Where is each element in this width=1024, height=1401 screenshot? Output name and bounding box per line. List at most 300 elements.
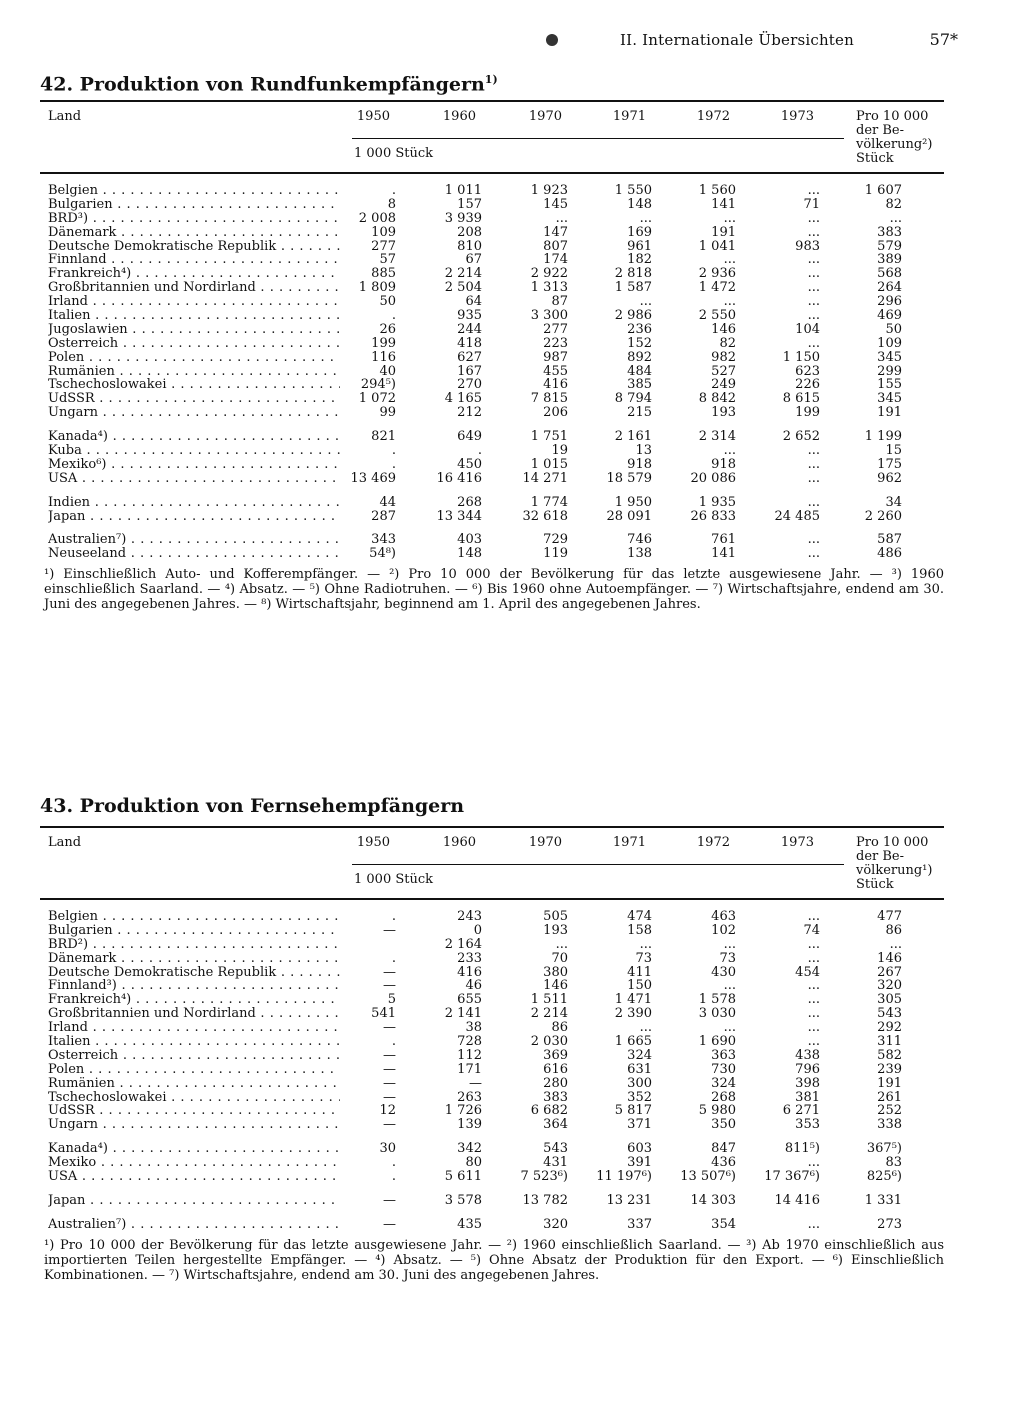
table-43-section bbox=[40, 792, 944, 1283]
production-value: 280 bbox=[543, 1075, 568, 1091]
table-42-title: 42. Produktion von Rundfunkempfängern$^{1)}$ bbox=[40, 73, 498, 96]
production-value: 13 344 bbox=[436, 508, 482, 524]
production-value: 20 086 bbox=[690, 470, 736, 486]
table-row bbox=[40, 1021, 944, 1035]
table-row bbox=[40, 253, 944, 267]
per-capita-value: 261 bbox=[877, 1089, 902, 1105]
production-value: . bbox=[391, 308, 396, 324]
table-row bbox=[40, 267, 944, 281]
production-value: ... bbox=[807, 936, 820, 952]
production-value: 13 507⁶) bbox=[680, 1169, 736, 1185]
column-header-year: 1972 bbox=[696, 109, 730, 124]
production-value: 300 bbox=[627, 1075, 652, 1091]
production-value: 74 bbox=[803, 922, 820, 938]
production-value: ... bbox=[723, 978, 736, 994]
production-value: ... bbox=[639, 936, 652, 952]
table-row bbox=[40, 1194, 944, 1208]
production-value: 1 751 bbox=[530, 429, 568, 445]
production-value: 1 578 bbox=[698, 992, 736, 1008]
production-value: 30 bbox=[379, 1141, 396, 1157]
production-value: 182 bbox=[627, 252, 652, 268]
table-row bbox=[40, 1118, 944, 1132]
production-value: 64 bbox=[465, 294, 482, 310]
production-value: 2 141 bbox=[444, 1006, 482, 1022]
production-value: 167 bbox=[457, 363, 482, 379]
table-row bbox=[40, 378, 944, 392]
table-row bbox=[40, 1049, 944, 1063]
table-43-header bbox=[40, 828, 944, 898]
column-header-year: 1970 bbox=[528, 109, 562, 124]
production-value: 320 bbox=[543, 1216, 568, 1232]
country-name: Polen . . . bbox=[48, 351, 340, 365]
production-value: 139 bbox=[457, 1117, 482, 1133]
production-value: ... bbox=[807, 494, 820, 510]
column-header-year: 1971 bbox=[612, 109, 646, 124]
table-row bbox=[40, 240, 944, 254]
production-value: 169 bbox=[627, 224, 652, 240]
production-value: ... bbox=[807, 950, 820, 966]
production-value: 1 472 bbox=[698, 280, 736, 296]
production-value: 71 bbox=[803, 196, 820, 212]
production-value: 892 bbox=[627, 349, 652, 365]
country-name: Kuba . . . bbox=[48, 444, 340, 458]
production-value: 1 690 bbox=[698, 1034, 736, 1050]
production-value: 2 164 bbox=[444, 936, 482, 952]
production-value: 391 bbox=[627, 1155, 652, 1171]
production-value: 158 bbox=[627, 922, 652, 938]
country-name: Belgien . . . bbox=[48, 184, 340, 198]
production-value: 277 bbox=[371, 238, 396, 254]
production-value: 146 bbox=[711, 321, 736, 337]
country-name: Australien⁷) . . . bbox=[48, 533, 340, 547]
column-header-land: Land bbox=[48, 109, 82, 124]
country-name: Kanada⁴) . . . bbox=[48, 1142, 340, 1156]
production-value: ... bbox=[807, 470, 820, 486]
production-value: 12 bbox=[379, 1103, 396, 1119]
per-capita-value: 146 bbox=[877, 950, 902, 966]
production-value: 353 bbox=[795, 1117, 820, 1133]
table-row bbox=[40, 1063, 944, 1077]
production-value: — bbox=[383, 1020, 396, 1036]
production-value: 383 bbox=[543, 1089, 568, 1105]
production-value: 1 587 bbox=[614, 280, 652, 296]
table-row bbox=[40, 547, 944, 561]
table-42-header bbox=[40, 102, 944, 172]
production-value: 431 bbox=[543, 1155, 568, 1171]
production-value: 4 165 bbox=[444, 391, 482, 407]
production-value: 2 390 bbox=[614, 1006, 652, 1022]
production-value: 6 682 bbox=[530, 1103, 568, 1119]
production-value: 2 030 bbox=[530, 1034, 568, 1050]
production-value: 244 bbox=[457, 321, 482, 337]
production-value: 2 550 bbox=[698, 308, 736, 324]
production-value: 527 bbox=[711, 363, 736, 379]
production-value: 67 bbox=[465, 252, 482, 268]
production-value: 7 815 bbox=[530, 391, 568, 407]
production-value: 0 bbox=[473, 922, 482, 938]
production-value: 50 bbox=[379, 294, 396, 310]
per-capita-value: 1 199 bbox=[864, 429, 902, 445]
production-value: 505 bbox=[543, 909, 568, 924]
production-value: 277 bbox=[543, 321, 568, 337]
column-header-year: 1973 bbox=[780, 109, 814, 124]
production-value: 6 271 bbox=[782, 1103, 820, 1119]
country-name: Rumänien . . . bbox=[48, 365, 340, 379]
column-header-year: 1960 bbox=[442, 835, 476, 850]
table-43-footnotes: ¹) Pro 10 000 der Bevölkerung für das letzte ausgewiesene Jahr. — ²) 1960 einschließlich Saarland. — ³) Ab 1970 einschließlich aus importierten Teilen hergestellte Empfänger. — ⁴) Absatz. — ⁵) Ohne Absatz der Produktion für den Export. — ⁶) Einschließlich Kombinationen. — ⁷) Wirtschaftsjahre, endend am 30. Juni des angegebenen Jahres. bbox=[44, 1237, 944, 1283]
production-value: ... bbox=[723, 210, 736, 226]
table-row bbox=[40, 226, 944, 240]
unit-rule bbox=[352, 138, 844, 139]
per-capita-value: 568 bbox=[877, 266, 902, 282]
production-value: 2 652 bbox=[782, 429, 820, 445]
production-value: 18 579 bbox=[606, 470, 652, 486]
production-value: 294⁵) bbox=[360, 377, 396, 393]
country-name: Mexiko⁶) . . . bbox=[48, 458, 340, 472]
table-row bbox=[40, 1104, 944, 1118]
per-capita-value: 1 331 bbox=[864, 1192, 902, 1208]
table-row bbox=[40, 365, 944, 379]
production-value: 435 bbox=[457, 1216, 482, 1232]
per-capita-value: 383 bbox=[877, 224, 902, 240]
per-capita-value: 191 bbox=[877, 1075, 902, 1091]
country-name: Großbritannien und Nordirland . . . bbox=[48, 1007, 340, 1021]
production-value: . bbox=[391, 443, 396, 459]
production-value: 983 bbox=[795, 238, 820, 254]
production-value: 8 615 bbox=[782, 391, 820, 407]
per-capita-value: 296 bbox=[877, 294, 902, 310]
column-header-year: 1972 bbox=[696, 835, 730, 850]
country-name: Tschechoslowakei . . . bbox=[48, 1091, 340, 1105]
production-value: ... bbox=[555, 936, 568, 952]
table-row bbox=[40, 1091, 944, 1105]
production-value: 603 bbox=[627, 1141, 652, 1157]
table-row bbox=[40, 406, 944, 420]
per-capita-value: 579 bbox=[877, 238, 902, 254]
production-value: — bbox=[383, 1047, 396, 1063]
production-value: 141 bbox=[711, 196, 736, 212]
production-value: 249 bbox=[711, 377, 736, 393]
production-value: ... bbox=[807, 443, 820, 459]
table-row bbox=[40, 1142, 944, 1156]
production-value: 655 bbox=[457, 992, 482, 1008]
production-value: 268 bbox=[711, 1089, 736, 1105]
production-value: 961 bbox=[627, 238, 652, 254]
country-name: USA . . . bbox=[48, 472, 340, 486]
production-value: . bbox=[391, 909, 396, 924]
table-row bbox=[40, 184, 944, 198]
production-value: 450 bbox=[457, 456, 482, 472]
per-capita-value: 305 bbox=[877, 992, 902, 1008]
per-capita-value: 239 bbox=[877, 1061, 902, 1077]
production-value: ... bbox=[723, 294, 736, 310]
country-name: UdSSR . . . bbox=[48, 392, 340, 406]
production-value: 810 bbox=[457, 238, 482, 254]
production-value: 649 bbox=[457, 429, 482, 445]
page-number: 57* bbox=[929, 30, 958, 49]
production-value: 730 bbox=[711, 1061, 736, 1077]
per-capita-value: 469 bbox=[877, 308, 902, 324]
production-value: 8 842 bbox=[698, 391, 736, 407]
country-name: Rumänien . . . bbox=[48, 1077, 340, 1091]
per-capita-value: 175 bbox=[877, 456, 902, 472]
table-row bbox=[40, 1170, 944, 1184]
production-value: 369 bbox=[543, 1047, 568, 1063]
per-capita-value: 486 bbox=[877, 546, 902, 562]
production-value: 28 091 bbox=[606, 508, 652, 524]
per-capita-value: 389 bbox=[877, 252, 902, 268]
production-value: 2 214 bbox=[444, 266, 482, 282]
table-row bbox=[40, 938, 944, 952]
table-row bbox=[40, 952, 944, 966]
table-row bbox=[40, 1035, 944, 1049]
production-value: 343 bbox=[371, 532, 396, 548]
per-capita-value: 34 bbox=[885, 494, 902, 510]
column-header-year: 1970 bbox=[528, 835, 562, 850]
production-value: 99 bbox=[379, 405, 396, 421]
unit-label: 1 000 Stück bbox=[354, 872, 434, 887]
production-value: 935 bbox=[457, 308, 482, 324]
production-value: ... bbox=[807, 294, 820, 310]
production-value: 3 300 bbox=[530, 308, 568, 324]
production-value: 1 011 bbox=[444, 183, 482, 198]
country-name: Ungarn . . . bbox=[48, 1118, 340, 1132]
production-value: 1 313 bbox=[530, 280, 568, 296]
production-value: 541 bbox=[371, 1006, 396, 1022]
per-capita-value: 50 bbox=[885, 321, 902, 337]
country-name: Irland . . . bbox=[48, 295, 340, 309]
production-value: — bbox=[383, 1117, 396, 1133]
production-value: 3 578 bbox=[444, 1192, 482, 1208]
production-value: ... bbox=[639, 210, 652, 226]
country-name: Dänemark . . . bbox=[48, 226, 340, 240]
production-value: ... bbox=[807, 1006, 820, 1022]
production-value: 157 bbox=[457, 196, 482, 212]
column-header-per-capita: Pro 10 000 der Be- völkerung²) Stück bbox=[856, 109, 933, 166]
production-value: ... bbox=[723, 1020, 736, 1036]
production-value: 324 bbox=[627, 1047, 652, 1063]
production-value: 13 231 bbox=[606, 1192, 652, 1208]
per-capita-value: 82 bbox=[885, 196, 902, 212]
production-value: 26 bbox=[379, 321, 396, 337]
production-value: ... bbox=[807, 224, 820, 240]
production-value: 2 922 bbox=[530, 266, 568, 282]
per-capita-value: 86 bbox=[885, 922, 902, 938]
table-row bbox=[40, 910, 944, 924]
production-value: ... bbox=[807, 266, 820, 282]
table-row bbox=[40, 1007, 944, 1021]
production-value: 1 072 bbox=[358, 391, 396, 407]
production-value: 1 809 bbox=[358, 280, 396, 296]
production-value: 2 314 bbox=[698, 429, 736, 445]
production-value: 5 817 bbox=[614, 1103, 652, 1119]
production-value: 86 bbox=[551, 1020, 568, 1036]
production-value: 174 bbox=[543, 252, 568, 268]
production-value: 150 bbox=[627, 978, 652, 994]
production-value: 821 bbox=[371, 429, 396, 445]
production-value: 223 bbox=[543, 335, 568, 351]
production-value: 8 bbox=[387, 196, 396, 212]
table-row bbox=[40, 472, 944, 486]
production-value: . bbox=[477, 443, 482, 459]
production-value: 82 bbox=[719, 335, 736, 351]
production-value: 44 bbox=[379, 494, 396, 510]
production-value: — bbox=[383, 1192, 396, 1208]
production-value: 2 986 bbox=[614, 308, 652, 324]
per-capita-value: 299 bbox=[877, 363, 902, 379]
production-value: — bbox=[469, 1075, 482, 1091]
production-value: 270 bbox=[457, 377, 482, 393]
production-value: ... bbox=[807, 992, 820, 1008]
production-value: 2 161 bbox=[614, 429, 652, 445]
country-name: USA . . . bbox=[48, 1170, 340, 1184]
production-value: 352 bbox=[627, 1089, 652, 1105]
country-name: Tschechoslowakei . . . bbox=[48, 378, 340, 392]
production-value: 171 bbox=[457, 1061, 482, 1077]
per-capita-value: 582 bbox=[877, 1047, 902, 1063]
per-capita-value: 367⁵) bbox=[866, 1141, 902, 1157]
table-43-header-rule bbox=[40, 898, 944, 900]
production-value: ... bbox=[807, 335, 820, 351]
production-value: 199 bbox=[795, 405, 820, 421]
production-value: ... bbox=[639, 294, 652, 310]
per-capita-value: 252 bbox=[877, 1103, 902, 1119]
production-value: ... bbox=[807, 210, 820, 226]
per-capita-value: 1 607 bbox=[864, 183, 902, 198]
per-capita-value: 292 bbox=[877, 1020, 902, 1036]
production-value: 287 bbox=[371, 508, 396, 524]
production-value: ... bbox=[807, 1034, 820, 1050]
production-value: 233 bbox=[457, 950, 482, 966]
production-value: 193 bbox=[543, 922, 568, 938]
production-value: 2 818 bbox=[614, 266, 652, 282]
production-value: 116 bbox=[371, 349, 396, 365]
production-value: 145 bbox=[543, 196, 568, 212]
production-value: 2 504 bbox=[444, 280, 482, 296]
per-capita-value: 962 bbox=[877, 470, 902, 486]
column-header-year: 1950 bbox=[356, 835, 390, 850]
country-name: Italien . . . bbox=[48, 1035, 340, 1049]
production-value: ... bbox=[807, 1216, 820, 1232]
production-value: ... bbox=[807, 252, 820, 268]
production-value: 263 bbox=[457, 1089, 482, 1105]
production-value: 13 782 bbox=[522, 1192, 568, 1208]
production-value: 364 bbox=[543, 1117, 568, 1133]
production-value: 2 936 bbox=[698, 266, 736, 282]
production-value: 729 bbox=[543, 532, 568, 548]
production-value: 14 303 bbox=[690, 1192, 736, 1208]
production-value: 14 416 bbox=[774, 1192, 820, 1208]
production-value: 5 bbox=[387, 992, 396, 1008]
per-capita-value: 264 bbox=[877, 280, 902, 296]
country-name: Österreich . . . bbox=[48, 1049, 340, 1063]
column-header-per-capita: Pro 10 000 der Be- völkerung¹) Stück bbox=[856, 835, 933, 892]
production-value: 19 bbox=[551, 443, 568, 459]
production-value: 430 bbox=[711, 964, 736, 980]
country-name: Kanada⁴) . . . bbox=[48, 430, 340, 444]
production-value: 543 bbox=[543, 1141, 568, 1157]
table-row bbox=[40, 533, 944, 547]
production-value: 385 bbox=[627, 377, 652, 393]
production-value: ... bbox=[807, 456, 820, 472]
production-value: 371 bbox=[627, 1117, 652, 1133]
production-value: 152 bbox=[627, 335, 652, 351]
production-value: 616 bbox=[543, 1061, 568, 1077]
production-value: 363 bbox=[711, 1047, 736, 1063]
production-value: 1 923 bbox=[530, 183, 568, 198]
table-row bbox=[40, 309, 944, 323]
production-value: 57 bbox=[379, 252, 396, 268]
production-value: 342 bbox=[457, 1141, 482, 1157]
table-row bbox=[40, 212, 944, 226]
table-row bbox=[40, 351, 944, 365]
per-capita-value: 155 bbox=[877, 377, 902, 393]
production-value: . bbox=[391, 1155, 396, 1171]
table-row bbox=[40, 458, 944, 472]
unit-rule bbox=[352, 864, 844, 865]
production-value: ... bbox=[807, 1020, 820, 1036]
per-capita-value: ... bbox=[889, 936, 902, 952]
country-name: Mexiko . . . bbox=[48, 1156, 340, 1170]
per-capita-value: 15 bbox=[885, 443, 902, 459]
production-value: ... bbox=[807, 532, 820, 548]
table-42-body bbox=[40, 184, 944, 561]
production-value: 70 bbox=[551, 950, 568, 966]
production-value: ... bbox=[807, 1155, 820, 1171]
table-row bbox=[40, 966, 944, 980]
production-value: ... bbox=[807, 280, 820, 296]
per-capita-value: 825⁶) bbox=[866, 1169, 902, 1185]
production-value: 982 bbox=[711, 349, 736, 365]
production-value: 416 bbox=[543, 377, 568, 393]
production-value: 454 bbox=[795, 964, 820, 980]
production-value: 199 bbox=[371, 335, 396, 351]
production-value: — bbox=[383, 964, 396, 980]
table-row bbox=[40, 444, 944, 458]
per-capita-value: 267 bbox=[877, 964, 902, 980]
production-value: ... bbox=[807, 978, 820, 994]
production-value: 8 794 bbox=[614, 391, 652, 407]
country-name: Indien . . . bbox=[48, 496, 340, 510]
production-value: 243 bbox=[457, 909, 482, 924]
production-value: 761 bbox=[711, 532, 736, 548]
production-value: 350 bbox=[711, 1117, 736, 1133]
country-name: Bulgarien . . . bbox=[48, 198, 340, 212]
production-value: 1 015 bbox=[530, 456, 568, 472]
production-value: 104 bbox=[795, 321, 820, 337]
production-value: 796 bbox=[795, 1061, 820, 1077]
production-value: 418 bbox=[457, 335, 482, 351]
per-capita-value: 345 bbox=[877, 349, 902, 365]
production-value: 398 bbox=[795, 1075, 820, 1091]
production-value: . bbox=[391, 950, 396, 966]
column-header-year: 1973 bbox=[780, 835, 814, 850]
production-value: 54⁸) bbox=[369, 546, 396, 562]
country-name: Belgien . . . bbox=[48, 910, 340, 924]
production-value: 463 bbox=[711, 909, 736, 924]
production-value: . bbox=[391, 1169, 396, 1185]
production-value: ... bbox=[807, 308, 820, 324]
country-name: Finnland³) . . . bbox=[48, 979, 340, 993]
country-name: Japan . . . bbox=[48, 510, 340, 524]
country-name: Irland . . . bbox=[48, 1021, 340, 1035]
production-value: 337 bbox=[627, 1216, 652, 1232]
production-value: 380 bbox=[543, 964, 568, 980]
production-value: 208 bbox=[457, 224, 482, 240]
column-header-year: 1971 bbox=[612, 835, 646, 850]
production-value: ... bbox=[807, 546, 820, 562]
column-header-year: 1960 bbox=[442, 109, 476, 124]
